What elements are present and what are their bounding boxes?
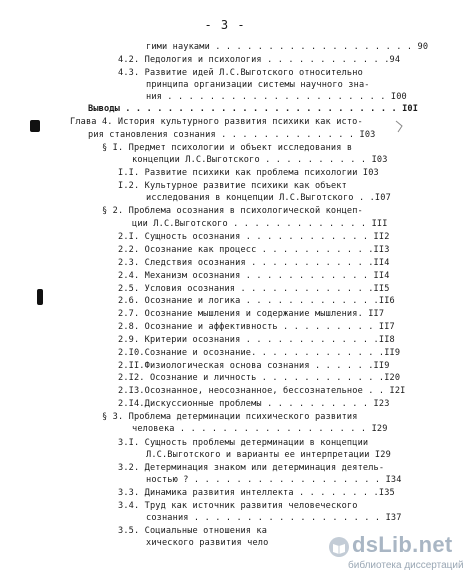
toc-line: 2.7. Осознание мышления и содержание мышления. II7 — [118, 309, 385, 319]
toc-line: 2.8. Осознание и аффективность . . . . . . . . . II7 — [118, 322, 395, 332]
hole-punch-mark — [30, 120, 40, 132]
toc-line: ции Л.С.Выготского . . . . . . . . . . . . . III — [132, 219, 388, 229]
book-icon — [328, 536, 350, 558]
toc-line: хического развития чело — [146, 538, 269, 548]
toc-line: Л.С.Выготского и варианты ее интерпретации I29 — [146, 450, 391, 460]
toc-line: § 3. Проблема детерминации психического развития — [102, 412, 358, 422]
toc-line: рия становления сознания . . . . . . . . . . . . . I03 — [88, 130, 376, 140]
toc-line: принципа организации системы научного зна- — [146, 80, 370, 90]
toc-line: человека . . . . . . . . . . . . . . . . . . I29 — [132, 424, 388, 434]
toc-line: Глава 4. История культурного развития психики как исто- — [70, 117, 363, 127]
pencil-mark-icon — [394, 118, 408, 134]
page-number: - 3 - — [204, 18, 246, 32]
dslib-logo — [328, 530, 464, 578]
toc-line: § 2. Проблема осознания в психологической концеп- — [102, 206, 363, 216]
toc-line: 3.I. Сущность проблемы детерминации в концепции — [118, 438, 369, 448]
toc-line: 2.I2. Осознание и личность . . . . . . . . . . . .I20 — [118, 373, 401, 383]
toc-line: 2.2. Осознание как процесс . . . . . . . . . . .II3 — [118, 245, 390, 255]
toc-line: 3.5. Социальные отношения ка — [118, 526, 268, 536]
hole-punch-mark — [37, 289, 43, 305]
toc-line: 2.5. Условия осознания . . . . . . . . . . . . .II5 — [118, 284, 390, 294]
toc-line: 2.II.Физиологическая основа сознания . . . . . .II9 — [118, 361, 390, 371]
toc-line: 3.3. Динамика развития интеллекта . . . . . . . .I35 — [118, 488, 395, 498]
toc-line: 2.I3.Осознанное, неосознанное, бессознательное . . I2I — [118, 386, 406, 396]
toc-line: 4.2. Педология и психология . . . . . . . . . . . .94 — [118, 55, 401, 65]
logo-subtitle: библиотека диссертаций — [348, 560, 464, 571]
toc-line: ностью ? . . . . . . . . . . . . . . . . . . I34 — [146, 475, 402, 485]
toc-line: исследования в концепции Л.С.Выготского . .I07 — [146, 193, 391, 203]
toc-line: 4.3. Развитие идей Л.С.Выготского относительно — [118, 68, 363, 78]
toc-line: 2.6. Осознание и логика . . . . . . . . . . . . .II6 — [118, 296, 395, 306]
toc-line: 3.4. Труд как источник развития человеческого — [118, 501, 358, 511]
toc-line: 2.3. Следствия осознания . . . . . . . . . . . .II4 — [118, 258, 390, 268]
toc-line: гими науками . . . . . . . . . . . . . . . . . . . 90 — [146, 42, 429, 52]
toc-line: I.2. Культурное развитие психики как объект — [118, 181, 347, 191]
toc-line: 3.2. Детерминация знаком или детерминация деятель- — [118, 463, 385, 473]
toc-line: ния . . . . . . . . . . . . . . . . . . . . . I00 — [146, 92, 407, 102]
toc-line: сознания . . . . . . . . . . . . . . . . . . I37 — [146, 513, 402, 523]
toc-line: 2.9. Критерии осознания . . . . . . . . . . . . .II8 — [118, 335, 395, 345]
toc-line: I.I. Развитие психики как проблема психологии I03 — [118, 168, 379, 178]
toc-line: концепции Л.С.Выготского . . . . . . . . . . I03 — [132, 155, 388, 165]
toc-line: 2.I4.Дискуссионные проблемы . . . . . . . . . . I23 — [118, 399, 390, 409]
toc-line: 2.I. Сущность осознания . . . . . . . . . . . . II2 — [118, 232, 390, 242]
toc-line: Выводы . . . . . . . . . . . . . . . . . . . . . . . . . . I0I — [88, 104, 419, 114]
logo-text: dsLib.net — [352, 532, 453, 557]
toc-line: § I. Предмет психологии и объект исследования в — [102, 143, 353, 153]
toc-line: 2.I0.Сознание и осознание. . . . . . . . . . . . .II9 — [118, 348, 401, 358]
toc-line: 2.4. Механизм осознания . . . . . . . . . . . . II4 — [118, 271, 390, 281]
